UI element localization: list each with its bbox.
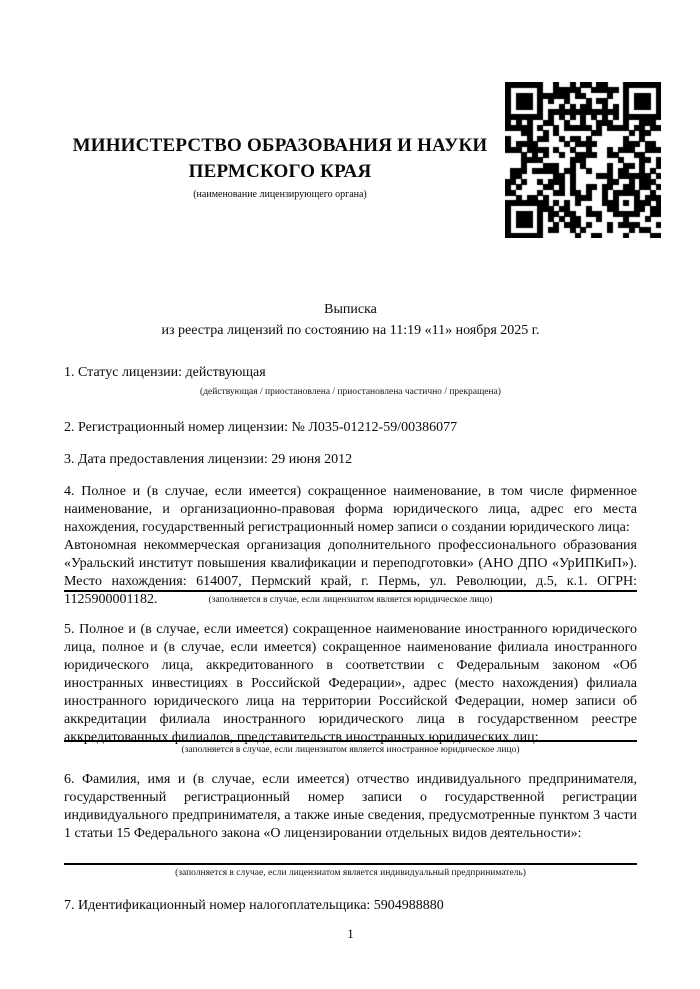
item-license-status-caption: (действующая / приостановлена / приостановлена частично / прекращена)	[200, 387, 501, 397]
fill-rule-legal-entity	[64, 590, 637, 592]
page-number: 1	[347, 926, 354, 941]
authority-name-line1: МИНИСТЕРСТВО ОБРАЗОВАНИЯ И НАУКИ	[72, 135, 488, 156]
extract-title-block	[64, 299, 637, 341]
fill-rule-legal-entity-caption: (заполняется в случае, если лицензиатом является юридическое лицо)	[208, 595, 493, 605]
authority-name-caption: (наименование лицензирующего органа)	[193, 189, 367, 200]
extract-subtitle: из реестра лицензий по состоянию на 11:19 «11» ноября 2025 г.	[161, 323, 540, 338]
item-registration-number: 2. Регистрационный номер лицензии: № Л035-01212-59/00386077	[64, 420, 458, 435]
item-individual-entrepreneur-clause: 6. Фамилия, имя и (в случае, если имеется) отчество индивидуального предпринимателя, государственный регистрационный номер записи о государственной регистрации индивидуального предпринимателя, а также иные сведения, предусмотренные пунктом 3 части 1 статьи 15 Федерального закона «О лицензировании отдельных видов деятельности»:	[64, 772, 637, 841]
item-foreign-entity-clause: 5. Полное и (в случае, если имеется) сокращенное наименование иностранного юридического лица, полное и (в случае, если имеется) сокращенное наименование филиала иностранного юридического лица, аккредитованного в соответствии с Федеральным законом «Об иностранных инвестициях в Российской Федерации», адрес (место нахождения) филиала иностранного юридического лица на территории Российской Федерации, номер записи об аккредитации филиала иностранного юридического лица в государственном реестре аккредитованных филиалов, представительств иностранных юридических лиц:	[64, 622, 637, 745]
item-taxpayer-id: 7. Идентификационный номер налогоплательщика: 5904988880	[64, 898, 444, 913]
fill-rule-foreign-entity-caption: (заполняется в случае, если лицензиатом является иностранное юридическое лицо)	[181, 745, 520, 755]
qr-code-icon	[505, 82, 661, 238]
item-license-grant-date: 3. Дата предоставления лицензии: 29 июня 2012	[64, 452, 353, 467]
item-license-status: 1. Статус лицензии: действующая	[64, 365, 266, 380]
item-legal-entity-clause: 4. Полное и (в случае, если имеется) сокращенное наименование, в том числе фирменное наименование, и организационно-правовая форма юридического лица, адрес его места нахождения, государственный регистрационный номер записи о создании юридического лица:	[64, 484, 637, 535]
item-legal-entity-value: Автономная некоммерческая организация дополнительного профессионального образования «Уральский институт повышения квалификации и переподготовки» (АНО ДПО «УрИПКиП»). Место нахождения: 614007, Пермский край, г. Пермь, ул. Революции, д.5, к.1. ОГРН: 1125900001182.	[64, 538, 637, 607]
extract-title: Выписка	[324, 302, 377, 317]
fill-rule-individual-entrepreneur	[64, 863, 637, 865]
licensing-authority-name	[60, 133, 500, 185]
authority-name-line2: ПЕРМСКОГО КРАЯ	[188, 161, 372, 182]
fill-rule-individual-entrepreneur-caption: (заполняется в случае, если лицензиатом является индивидуальный предприниматель)	[175, 868, 526, 878]
fill-rule-foreign-entity	[64, 740, 637, 742]
